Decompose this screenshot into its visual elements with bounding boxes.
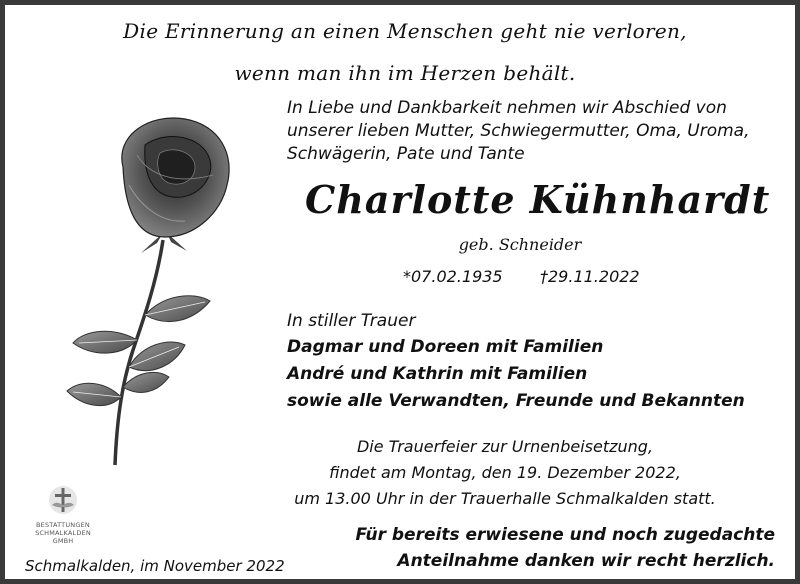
intro-line-3: Schwägerin, Pate und Tante — [287, 144, 525, 164]
dove-cross-icon — [46, 483, 80, 517]
intro-line-2: unserer lieben Mutter, Schwiegermutter, Oma, Uroma, — [287, 121, 750, 141]
service-line-3: um 13.00 Uhr in der Trauerhalle Schmalkalden statt. — [294, 489, 716, 508]
logo-text-line-1: BESTATTUNGEN — [36, 521, 90, 529]
logo-text-line-2: SCHMALKALDEN — [35, 529, 91, 537]
mourner-line-3: sowie alle Verwandten, Freunde und Bekannten — [287, 391, 745, 411]
thanks-line-2: Anteilnahme danken wir recht herzlich. — [397, 551, 775, 571]
mourners-intro: In stiller Trauer — [287, 311, 416, 331]
mourner-line-2: André und Kathrin mit Familien — [287, 364, 588, 384]
service-line-1: Die Trauerfeier zur Urnenbeisetzung, — [356, 437, 654, 456]
place-and-date: Schmalkalden, im November 2022 — [25, 557, 285, 575]
deceased-name: Charlotte Kühnhardt — [305, 177, 771, 222]
maiden-name: geb. Schneider — [458, 235, 582, 254]
birth-date: *07.02.1935 — [403, 267, 503, 286]
logo-text-line-3: GMBH — [52, 537, 74, 545]
thanks-line-1: Für bereits erwiesene und noch zugedachte — [355, 525, 775, 545]
funeral-home-logo — [27, 483, 99, 545]
rose-illustration — [45, 105, 255, 485]
motto-line-1: Die Erinnerung an einen Menschen geht nie verloren, — [123, 19, 687, 43]
service-line-2: findet am Montag, den 19. Dezember 2022, — [329, 463, 681, 482]
motto-line-2: wenn man ihn im Herzen behält. — [234, 61, 576, 85]
death-date: †29.11.2022 — [540, 267, 640, 286]
mourner-line-1: Dagmar und Doreen mit Familien — [287, 337, 604, 357]
intro-line-1: In Liebe und Dankbarkeit nehmen wir Abschied von — [287, 98, 727, 118]
